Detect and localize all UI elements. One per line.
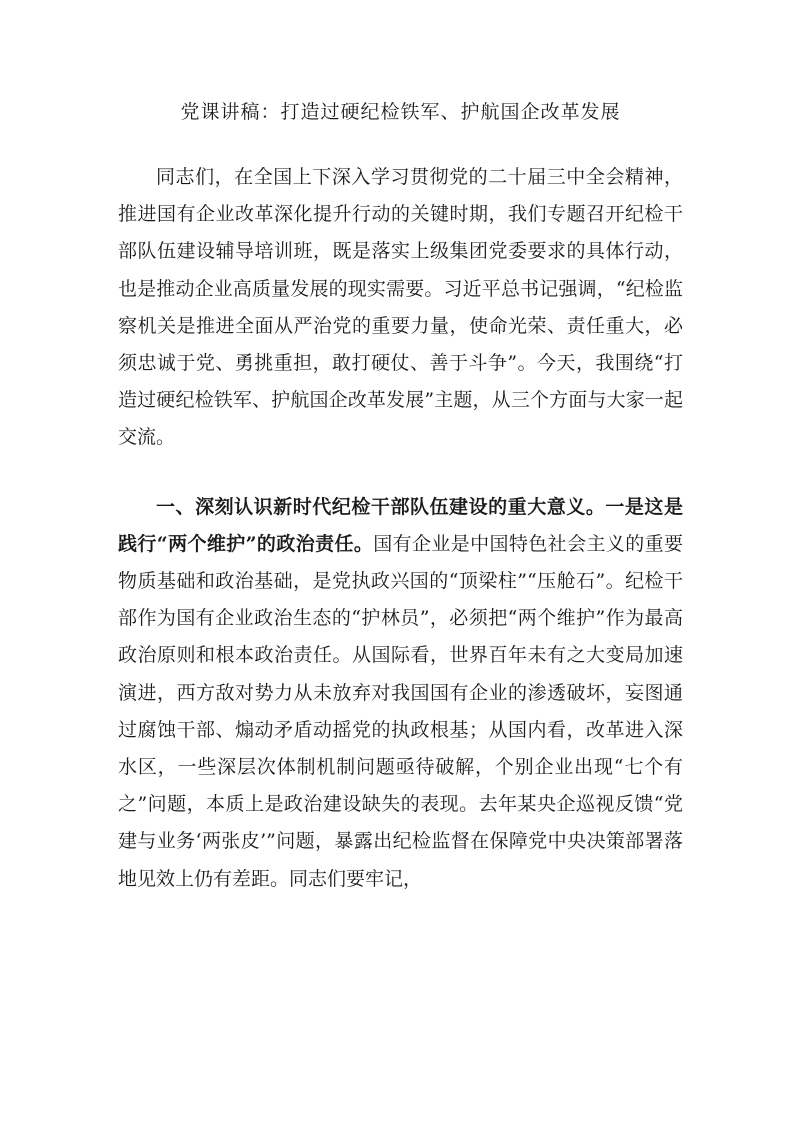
intro-paragraph: 同志们，在全国上下深入学习贯彻党的二十届三中全会精神，推进国有企业改革深化提升行动的关键时期，我们专题召开纪检干部队伍建设辅导培训班，既是落实上级集团党委要求的具体行动，也是推动企业高质量发展的现实需要。习近平总书记强调，“纪检监察机关是推进全面从严治党的重要力量，使命光荣、责任重大，必须忠诚于党、勇挑重担，敢打硬仗、善于斗争”。今天，我围绕“打造过硬纪检铁军、护航国企改革发展”主题，从三个方面与大家一起交流。 <box>118 166 683 449</box>
section-one-paragraph <box>118 489 683 898</box>
document-page <box>118 96 683 898</box>
section-one-heading: 一、深刻认识新时代纪检干部队伍建设的重大意义。 <box>156 495 606 518</box>
section-one-subheading: 一是这是践行“两个维护”的政治责任。 <box>118 495 683 555</box>
document-title: 党课讲稿：打造过硬纪检铁军、护航国企改革发展 <box>180 101 621 123</box>
section-one-body: 国有企业是中国特色社会主义的重要物质基础和政治基础，是党执政兴国的“顶梁柱”“压舱石”。纪检干部作为国有企业政治生态的“护林员”，必须把“两个维护”作为最高政治原则和根本政治责任。从国际看，世界百年未有之大变局加速演进，西方敌对势力从未放弃对我国国有企业的渗透破坏，妄图通过腐蚀干部、煽动矛盾动摇党的执政根基；从国内看，改革进入深水区，一些深层次体制机制问题亟待破解，个别企业出现“七个有之”问题，本质上是政治建设缺失的表现。去年某央企巡视反馈“党建与业务‘两张皮’”问题，暴露出纪检监督在保障党中央决策部署落地见效上仍有差距。同志们要牢记， <box>118 532 683 890</box>
